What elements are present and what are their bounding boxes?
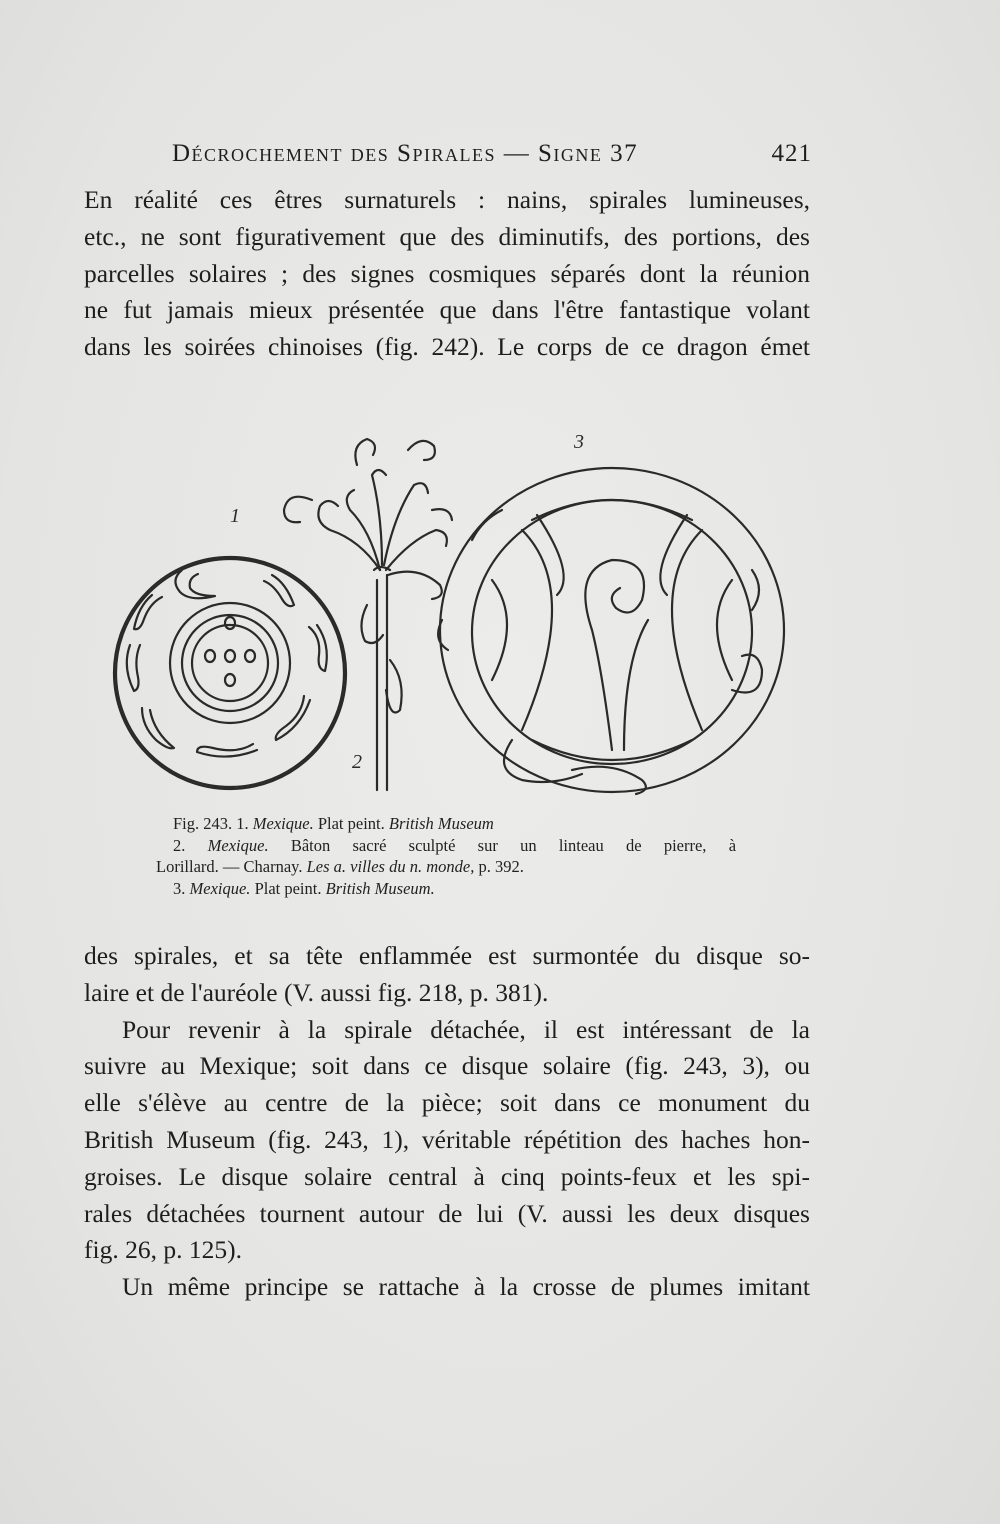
running-head <box>172 140 812 168</box>
caption-line <box>156 813 736 835</box>
page-number: 421 <box>771 140 812 167</box>
caption-text: p. 392. <box>478 857 524 876</box>
caption-italic: Mexique. <box>252 814 314 833</box>
text-line: suivre au Mexique; soit dans ce disque solaire (fig. 243, 3), ou <box>84 1051 810 1081</box>
text-line: fig. 26, p. 125). <box>84 1235 242 1265</box>
text-line: etc., ne sont figurativement que des diminutifs, des portions, des <box>84 221 810 251</box>
text-line: British Museum (fig. 243, 1), véritable répétition des haches hon- <box>84 1124 810 1154</box>
text-line: des spirales, et sa tête enflammée est surmontée du disque so- <box>84 941 810 970</box>
figure-label-2: 2 <box>352 751 362 773</box>
text-line: Un même principe se rattache à la crosse de plumes imitant <box>122 1272 810 1302</box>
caption-text: 2. <box>173 835 186 855</box>
running-head-title: Décrochement des Spirales — Signe 37 <box>172 140 639 167</box>
figure-illustration <box>112 410 792 810</box>
caption-line <box>156 835 736 857</box>
figure-label-3: 3 <box>574 431 584 453</box>
caption-text: Lorillard. — Charnay. <box>156 857 303 876</box>
paragraph-bottom <box>84 938 810 1306</box>
figure-label-1: 1 <box>230 505 240 527</box>
caption-italic: Mexique. <box>207 835 269 855</box>
caption-italic: Mexique. <box>189 878 251 898</box>
caption-line <box>156 878 736 900</box>
figure-243 <box>112 410 792 810</box>
caption-italic: Les a. villes du n. monde, <box>306 857 475 876</box>
plate-3-drawing <box>438 468 784 794</box>
text-line: parcelles solaires ; des signes cosmiques séparés dont la réunion <box>84 258 810 288</box>
text-line: Pour revenir à la spirale détachée, il est intéressant de la <box>122 1014 810 1044</box>
text-line: rales détachées tournent autour de lui (V. aussi les deux disques <box>84 1198 810 1228</box>
caption-italic: British Museum. <box>325 878 435 898</box>
text-line: dans les soirées chinoises (fig. 242). Le corps de ce dragon émet <box>84 332 810 362</box>
staff-2-drawing <box>284 439 452 790</box>
figure-caption <box>156 813 736 899</box>
caption-line <box>156 856 736 878</box>
caption-text: Plat peint. <box>317 814 385 833</box>
caption-text: Plat peint. <box>254 878 322 898</box>
paragraph-top <box>84 182 810 366</box>
text-line: laire et de l'auréole (V. aussi fig. 218, p. 381). <box>84 977 549 1007</box>
caption-text: Fig. 243. 1. <box>173 814 249 833</box>
text-line: groises. Le disque solaire central à cinq points-feux et les spi- <box>84 1161 810 1191</box>
plate-1-drawing <box>114 557 346 789</box>
text-line: elle s'élève au centre de la pièce; soit dans ce monument du <box>84 1088 810 1118</box>
caption-italic: British Museum <box>388 814 494 833</box>
text-line: ne fut jamais mieux présentée que dans l'être fantastique volant <box>84 295 810 325</box>
caption-text: Bâton sacré sculpté sur un linteau de pierre, à <box>290 835 737 855</box>
caption-text: 3. <box>173 878 186 898</box>
text-line: En réalité ces êtres surnaturels : nains, spirales lumineuses, <box>84 185 810 214</box>
